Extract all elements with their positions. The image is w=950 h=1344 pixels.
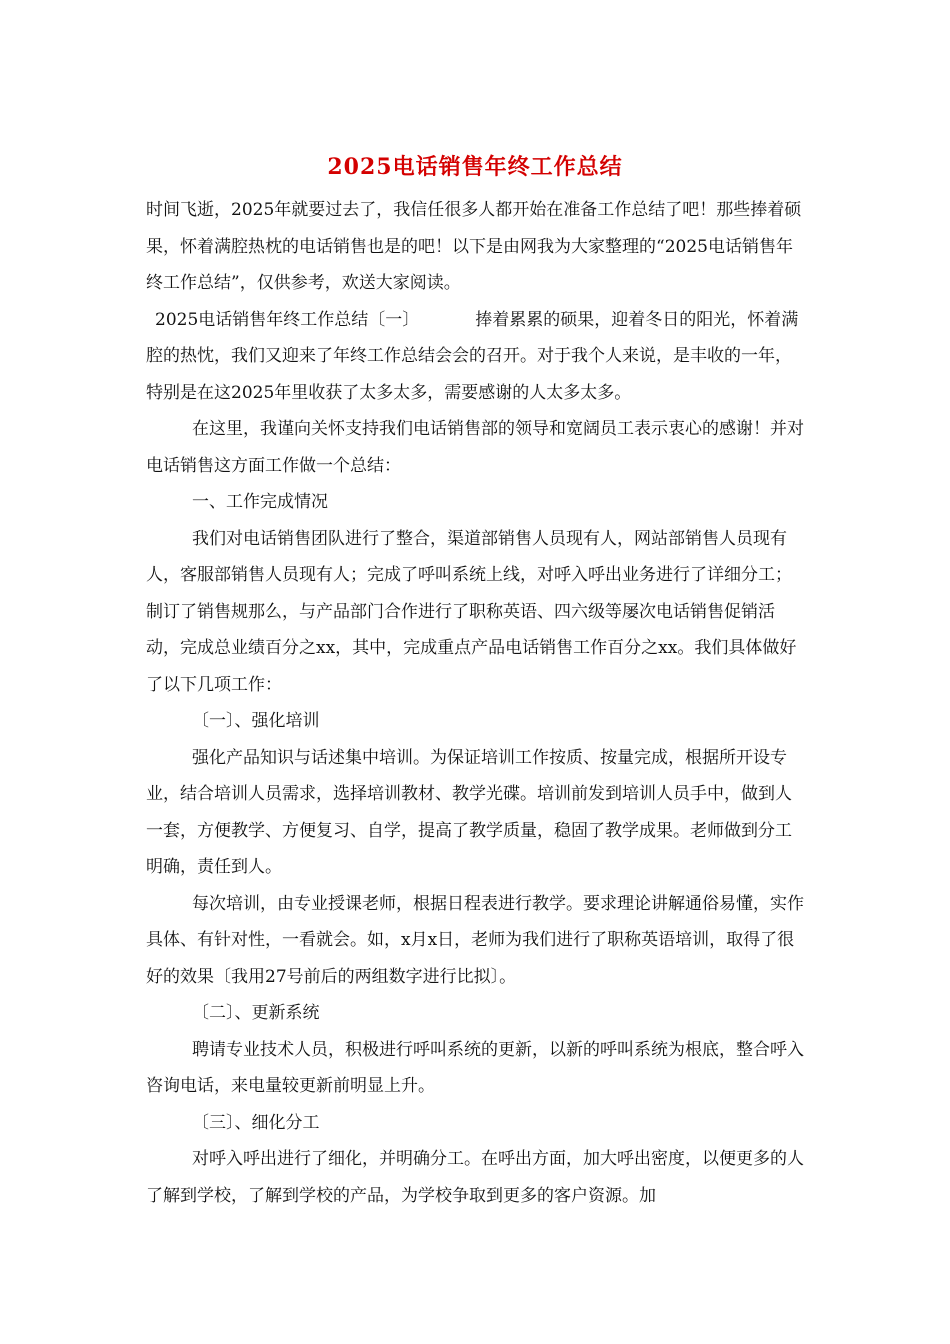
heading-training: 〔一〕、强化培训 xyxy=(192,711,320,731)
paragraph-5: 每次培训，由专业授课老师，根据日程表进行教学。要求理论讲解通俗易懂，实作具体、有针对性，一看就会。如，x月x日，老师为我们进行了职称英语培训，取得了很好的效果〔我用27号前后的两组数字进行比拟〕。 xyxy=(146,893,804,987)
paragraph-6: 聘请专业技术人员，积极进行呼叫系统的更新，以新的呼叫系统为根底，整合呼入咨询电话，来电量较更新前明显上升。 xyxy=(146,1039,804,1096)
paragraph-2: 在这里，我谨向关怀支持我们电话销售部的领导和宽阔员工表示衷心的感谢！并对电话销售这方面工作做一个总结： xyxy=(146,419,804,476)
paragraph-4: 强化产品知识与话述集中培训。为保证培训工作按质、按量完成，根据所开设专业，结合培训人员需求，选择培训教材、教学光碟。培训前发到培训人员手中，做到人一套，方便教学、方便复习、自学，提高了教学质量，稳固了教学成果。老师做到分工明确，责任到人。 xyxy=(146,747,792,877)
intro-paragraph: 时间飞逝，2025年就要过去了，我信任很多人都开始在准备工作总结了吧！那些捧着硕果，怀着满腔热枕的电话销售也是的吧！以下是由网我为大家整理的“2025电话销售年终工作总结”，仅供参考，欢送大家阅读。 xyxy=(146,200,802,293)
heading-work-completion: 一、工作完成情况 xyxy=(192,492,328,512)
heading-system-update: 〔二〕、更新系统 xyxy=(192,1003,320,1023)
heading-division-of-labor: 〔三〕、细化分工 xyxy=(192,1112,320,1133)
paragraph-3: 我们对电话销售团队进行了整合，渠道部销售人员现有人，网站部销售人员现有人，客服部销售人员现有人；完成了呼叫系统上线，对呼入呼出业务进行了详细分工；制订了销售规那么，与产品部门合作进行了职称英语、四六级等屡次电话销售促销活动，完成总业绩百分之xx，其中，完成重点产品电话销售工作百分之xx。我们具体做好了以下几项工作： xyxy=(146,528,797,695)
section-paragraph-1 xyxy=(146,302,806,412)
section-subheading: 2025电话销售年终工作总结〔一〕 xyxy=(155,309,420,330)
document-title: 2025电话销售年终工作总结 xyxy=(327,154,623,180)
paragraph-1-text: 捧着累累的硕果，迎着冬日的阳光，怀着满腔的热忱，我们又迎来了年终工作总结会会的召开。对于我个人来说，是丰收的一年，特别是在这2025年里收获了太多太多，需要感谢的人太多太多。 xyxy=(146,309,799,403)
document-body xyxy=(146,192,806,1214)
paragraph-7: 对呼入呼出进行了细化，并明确分工。在呼出方面，加大呼出密度，以便更多的人了解到学校，了解到学校的产品，为学校争取到更多的客户资源。加 xyxy=(146,1149,804,1206)
